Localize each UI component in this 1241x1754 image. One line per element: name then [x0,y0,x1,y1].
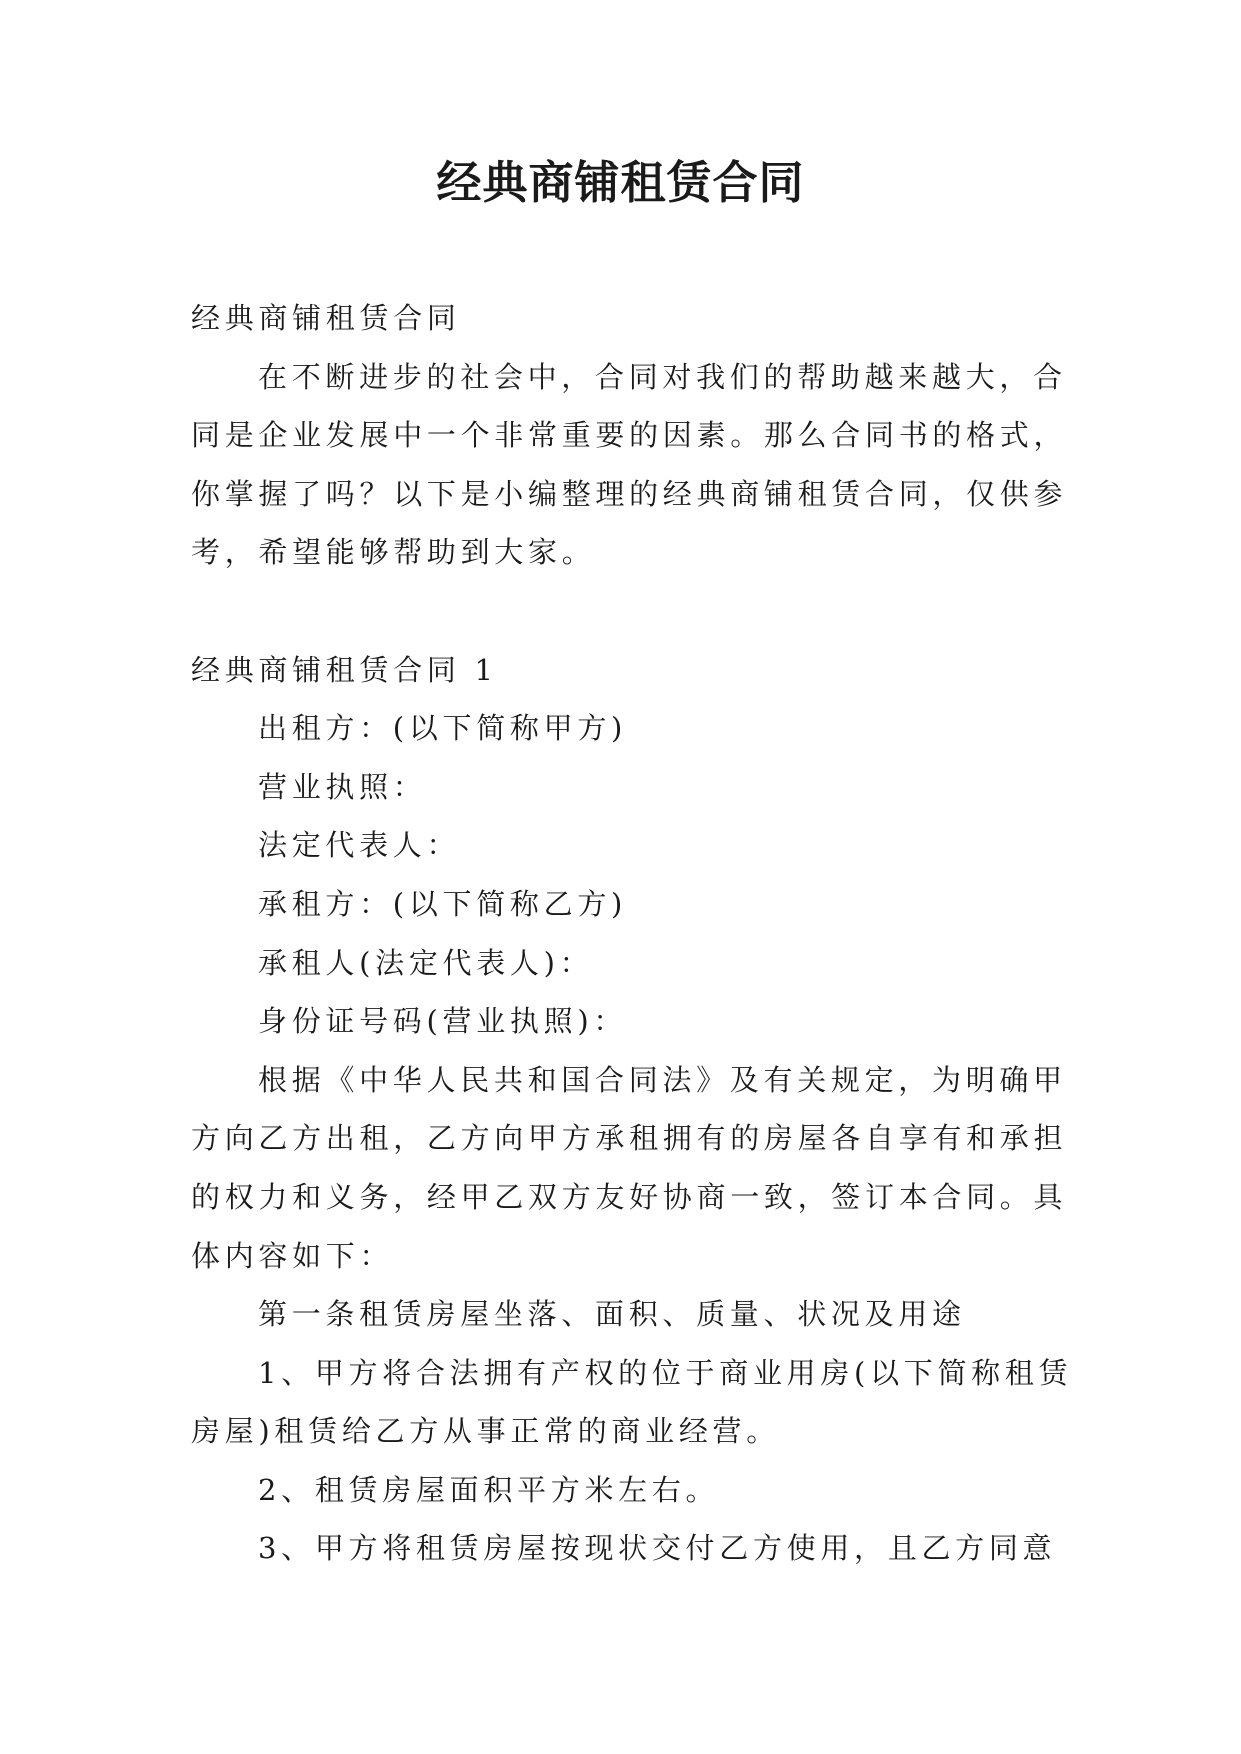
contract-title: 经典商铺租赁合同 1 [191,652,498,687]
paragraph-line: 营业执照： [258,769,427,804]
paragraph-line: 承租方：(以下简称乙方) [258,886,628,921]
paragraph-line: 第一条租赁房屋坐落、面积、质量、状况及用途 [258,1297,966,1332]
paragraph [191,1344,1091,1461]
paragraph-line: 2、租赁房屋面积平方米左右。 [258,1472,720,1507]
paragraph-line: 考，希望能够帮助到大家。 [191,535,596,570]
paragraph [191,992,1091,1051]
paragraph [191,1519,1091,1578]
intro-section [191,289,1091,582]
paragraph-line: 1、甲方将合法拥有产权的位于商业用房(以下简称租赁 [258,1355,1073,1390]
paragraph [191,1461,1091,1520]
document-heading: 经典商铺租赁合同 [436,156,805,209]
paragraph-line: 体内容如下： [191,1238,394,1273]
document-body [191,289,1091,1578]
paragraph-line: 出租方：(以下简称甲方) [258,711,628,746]
paragraph-line: 根据《中华人民共和国合同法》及有关规定，为明确甲 [258,1062,1067,1097]
paragraph [191,1285,1091,1344]
paragraph [191,699,1091,758]
contract-section [191,641,1091,1579]
paragraph-line: 你掌握了吗？以下是小编整理的经典商铺租赁合同，仅供参 [191,476,1068,511]
paragraph-line: 法定代表人： [258,828,461,863]
paragraph-line: 方向乙方出租，乙方向甲方承租拥有的房屋各自享有和承担 [191,1121,1068,1156]
paragraph [191,875,1091,934]
intro-paragraphs [191,348,1091,582]
paragraph-line: 的权力和义务，经甲乙双方友好协商一致，签订本合同。具 [191,1179,1068,1214]
paragraph [191,934,1091,993]
intro-title: 经典商铺租赁合同 [191,301,461,335]
paragraph [191,1051,1091,1285]
paragraph [191,758,1091,817]
paragraph [191,816,1091,875]
paragraph [191,348,1091,582]
contract-paragraphs [191,699,1091,1578]
paragraph-line: 房屋)租赁给乙方从事正常的商业经营。 [191,1414,780,1449]
paragraph-line: 身份证号码(营业执照)： [258,1004,628,1039]
paragraph-line: 在不断进步的社会中，合同对我们的帮助越来越大，合 [258,359,1067,394]
paragraph-line: 同是企业发展中一个非常重要的因素。那么合同书的格式， [191,418,1068,453]
paragraph-line: 承租人(法定代表人)： [258,945,594,980]
paragraph-line: 3、甲方将租赁房屋按现状交付乙方使用，且乙方同意 [258,1531,1057,1566]
